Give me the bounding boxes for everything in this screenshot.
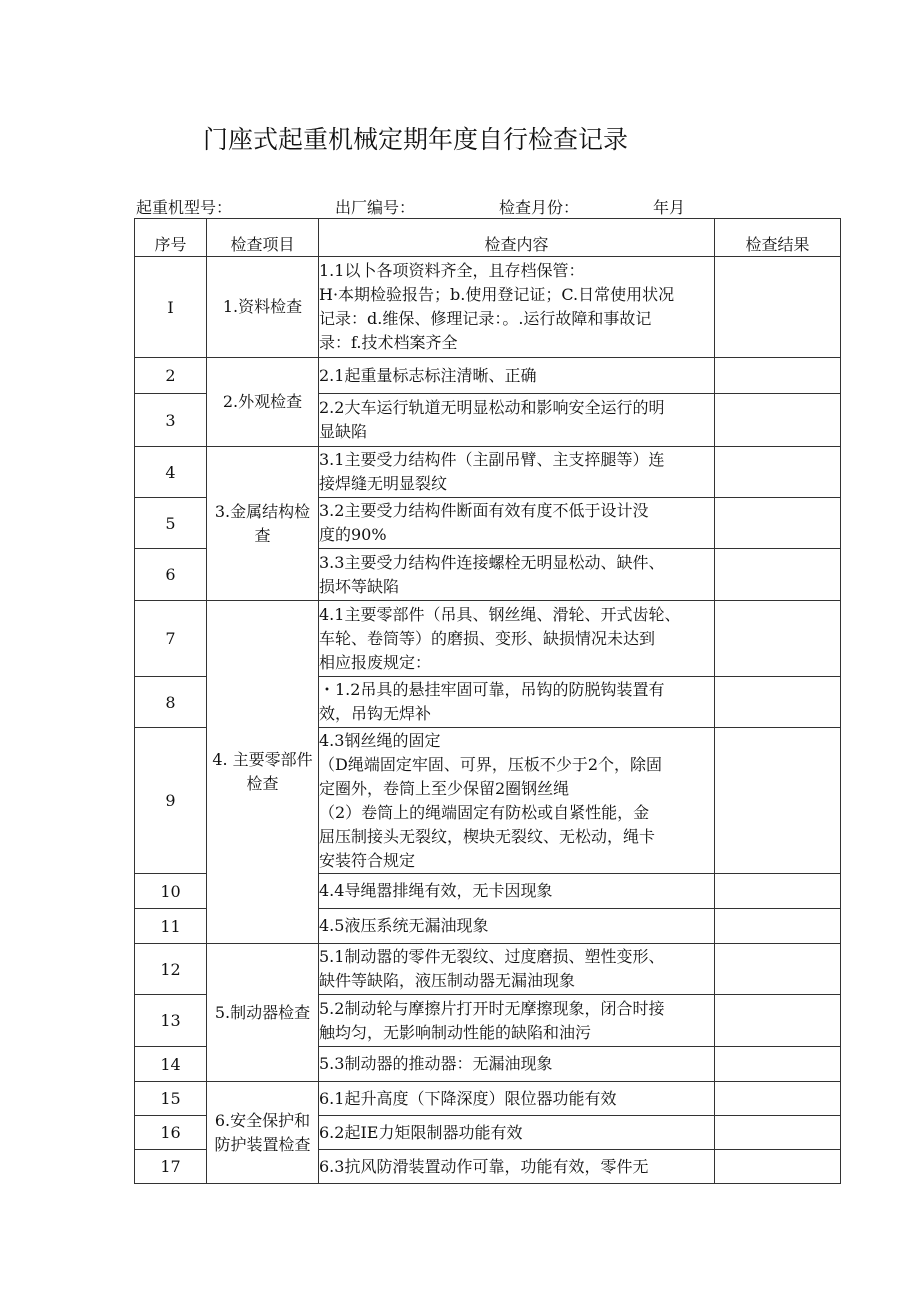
check-item-group: 1.资料检查 bbox=[207, 257, 319, 358]
content-line: 5.1制动嚣的零件无裂纹、过度磨损、塑性变形、 bbox=[319, 947, 665, 966]
check-result-cell[interactable] bbox=[715, 874, 841, 909]
row-number: 9 bbox=[135, 728, 207, 874]
row-number: 16 bbox=[135, 1116, 207, 1150]
check-item-group: 2.外观检查 bbox=[207, 358, 319, 447]
content-line: ・1.2吊具的悬挂牢固可靠，吊钩的防脱钩装置有 bbox=[319, 680, 665, 699]
row-number: 6 bbox=[135, 549, 207, 601]
crane-model-label: 起重机型号： bbox=[136, 198, 233, 217]
check-item-group: 5.制动器检查 bbox=[207, 944, 319, 1082]
check-result-cell[interactable] bbox=[715, 549, 841, 601]
row-number: 4 bbox=[135, 447, 207, 498]
check-result-cell[interactable] bbox=[715, 995, 841, 1047]
content-line: 触均匀，无影响制动性能的缺陷和油污 bbox=[319, 1022, 592, 1042]
check-result-cell[interactable] bbox=[715, 1150, 841, 1184]
content-line: 2.2大车运行轨道无明显松动和影响安全运行的明 bbox=[319, 398, 665, 417]
check-result-cell[interactable] bbox=[715, 447, 841, 498]
check-content bbox=[319, 257, 715, 358]
check-item-group: 3.金属结构检查 bbox=[207, 447, 319, 601]
document-title: 门座式起重机械定期年度自行检查记录 bbox=[203, 125, 629, 154]
content-line: 4.1主要零部件（吊具、钢丝绳、滑轮、开式齿轮、 bbox=[319, 604, 681, 624]
row-number: 15 bbox=[135, 1082, 207, 1116]
row-number: 3 bbox=[135, 394, 207, 447]
content-line: 屈压制接头无裂纹，楔块无裂纹、无松动，绳卡 bbox=[319, 826, 656, 846]
table-row bbox=[135, 601, 841, 677]
check-result-cell[interactable] bbox=[715, 498, 841, 549]
check-result-cell[interactable] bbox=[715, 601, 841, 677]
check-result-cell[interactable] bbox=[715, 677, 841, 728]
content-line: 4.3钢丝绳的固定 bbox=[319, 730, 441, 750]
inspection-month-label: 检查月份： bbox=[499, 198, 580, 217]
row-number: 2 bbox=[135, 358, 207, 394]
check-content bbox=[319, 874, 715, 909]
content-line: （2）卷筒上的绳端固定有防松或自紧性能，金 bbox=[319, 802, 650, 822]
row-number: 11 bbox=[135, 909, 207, 944]
content-line: 5.2制动轮与摩擦片打开时无摩擦现象，闭合时接 bbox=[319, 998, 665, 1018]
row-number: I bbox=[135, 257, 207, 358]
content-line: 3.2主要受力结构件断面有效有度不低于设计没 bbox=[319, 501, 649, 520]
content-line: 3.3主要受力结构件连接螺栓无明显松动、缺件、 bbox=[319, 552, 665, 572]
check-content bbox=[319, 601, 715, 677]
content-line: 损坏等缺陷 bbox=[319, 576, 400, 596]
table-row bbox=[135, 944, 841, 995]
content-line: 车轮、卷筒等）的磨损、变形、缺损情况未达到 bbox=[319, 628, 656, 648]
table-row bbox=[135, 257, 841, 358]
row-number: 14 bbox=[135, 1047, 207, 1082]
header-check-item: 检查项目 bbox=[207, 219, 319, 257]
row-number: 8 bbox=[135, 677, 207, 728]
year-month-label: 年月 bbox=[653, 198, 686, 217]
content-line: 1.1以卜各项资料齐全，且存档保管： bbox=[319, 261, 585, 280]
check-content bbox=[319, 728, 715, 874]
content-line: 显缺陷 bbox=[319, 422, 368, 441]
check-content bbox=[319, 677, 715, 728]
table-row bbox=[135, 447, 841, 498]
check-content bbox=[319, 1082, 715, 1116]
check-result-cell[interactable] bbox=[715, 909, 841, 944]
content-line: H·本期检验报告；b.使用登记证；C.日常使用状况 bbox=[319, 285, 675, 304]
serial-number-label: 出厂编号： bbox=[335, 198, 416, 217]
content-line: 3.1主要受力结构件（主副吊臂、主支捽腿等）连 bbox=[319, 450, 665, 469]
row-number: 5 bbox=[135, 498, 207, 549]
check-result-cell[interactable] bbox=[715, 1047, 841, 1082]
check-result-cell[interactable] bbox=[715, 257, 841, 358]
header-number: 序号 bbox=[135, 219, 207, 257]
check-content bbox=[319, 909, 715, 944]
row-number: 13 bbox=[135, 995, 207, 1047]
header-check-result: 检查结果 bbox=[715, 219, 841, 257]
content-line: 5.3制动器的推动器：无漏油现象 bbox=[319, 1054, 553, 1073]
content-line: 定圈外，卷筒上至少保留2圈钢丝绳 bbox=[319, 778, 570, 798]
check-content bbox=[319, 1150, 715, 1184]
table-header-row bbox=[135, 219, 841, 257]
content-line: 6.1起升高度（下降深度）限位器功能有效 bbox=[319, 1088, 617, 1108]
inspection-table bbox=[134, 218, 841, 1184]
table-row bbox=[135, 1082, 841, 1116]
content-line: 接焊缝无明显裂纹 bbox=[319, 474, 448, 493]
check-result-cell[interactable] bbox=[715, 1082, 841, 1116]
check-content bbox=[319, 394, 715, 447]
check-content bbox=[319, 944, 715, 995]
check-result-cell[interactable] bbox=[715, 728, 841, 874]
check-content bbox=[319, 995, 715, 1047]
check-content bbox=[319, 358, 715, 394]
check-result-cell[interactable] bbox=[715, 358, 841, 394]
content-line: 度的90% bbox=[319, 525, 387, 544]
row-number: 7 bbox=[135, 601, 207, 677]
check-result-cell[interactable] bbox=[715, 394, 841, 447]
check-content bbox=[319, 1047, 715, 1082]
content-line: 缺件等缺陷，液压制动器无漏油现象 bbox=[319, 971, 576, 990]
content-line: 录：f.技术档案齐全 bbox=[319, 333, 458, 352]
row-number: 17 bbox=[135, 1150, 207, 1184]
check-result-cell[interactable] bbox=[715, 944, 841, 995]
content-line: 记录：d.维保、修理记录：。.运行故障和事故记 bbox=[319, 309, 652, 328]
content-line: 效，吊钩无焊补 bbox=[319, 704, 432, 723]
check-item-group: 6.安全保护和防护装置检查 bbox=[207, 1082, 319, 1184]
row-number: 12 bbox=[135, 944, 207, 995]
check-content bbox=[319, 549, 715, 601]
content-line: 6.3抗风防滑装置动作可靠，功能有效，零件无 bbox=[319, 1156, 649, 1176]
check-content bbox=[319, 498, 715, 549]
check-result-cell[interactable] bbox=[715, 1116, 841, 1150]
content-line: 6.2起IE力矩限制器功能有效 bbox=[319, 1122, 523, 1142]
content-line: 4.5液压系统无漏油现象 bbox=[319, 916, 489, 935]
content-line: 4.4导绳嚣排绳有效，无卡因现象 bbox=[319, 881, 553, 900]
table-row bbox=[135, 358, 841, 394]
content-line: 2.1起重量标志标注清晰、正确 bbox=[319, 365, 537, 385]
check-item-group: 4. 主要零部件检查 bbox=[207, 601, 319, 944]
check-content bbox=[319, 1116, 715, 1150]
content-line: （D绳端固定牢固、可界，压板不少于2个，除固 bbox=[319, 754, 663, 774]
content-line: 相应报废规定： bbox=[319, 652, 432, 672]
check-content bbox=[319, 447, 715, 498]
row-number: 10 bbox=[135, 874, 207, 909]
header-check-content: 检查内容 bbox=[319, 219, 715, 257]
content-line: 安装符合规定 bbox=[319, 850, 416, 870]
